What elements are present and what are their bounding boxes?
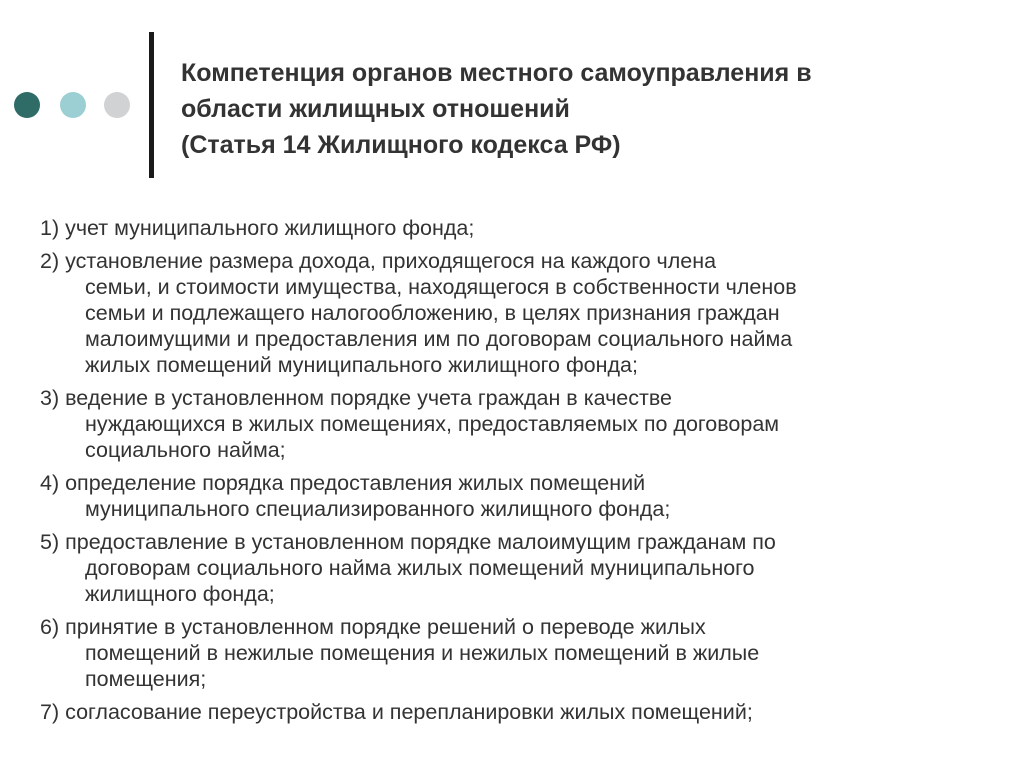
decorative-dots — [14, 92, 134, 120]
list-item — [40, 614, 1000, 692]
item-line: нуждающихся в жилых помещениях, предоставляемых по договорам — [85, 412, 780, 436]
list-item — [40, 699, 1000, 725]
item-line: жилищного фонда; — [85, 582, 275, 606]
list-item — [40, 529, 1000, 607]
list-item — [40, 470, 1000, 522]
item-line: жилых помещений муниципального жилищного фонда; — [85, 353, 638, 377]
dot-dark-teal — [14, 92, 40, 118]
item-line: 7) согласование переустройства и перепланировки жилых помещений; — [40, 700, 753, 724]
dot-light-teal — [60, 92, 86, 118]
title-divider-bar — [149, 32, 154, 178]
title-line: (Статья 14 Жилищного кодекса РФ) — [181, 131, 621, 159]
list-item — [40, 215, 1000, 241]
item-line: 5) предоставление в установленном порядке малоимущим гражданам по — [40, 530, 776, 554]
list-item — [40, 385, 1000, 463]
item-line: 6) принятие в установленном порядке решений о переводе жилых — [40, 615, 706, 639]
item-line: помещений в нежилые помещения и нежилых помещений в жилые — [85, 641, 760, 665]
competence-list — [40, 215, 1000, 732]
item-line: помещения; — [85, 667, 207, 691]
item-line: муниципального специализированного жилищного фонда; — [85, 497, 671, 521]
item-line: 1) учет муниципального жилищного фонда; — [40, 216, 475, 240]
list-item — [40, 248, 1000, 378]
dot-light-gray — [104, 92, 130, 118]
item-line: 2) установление размера дохода, приходящегося на каждого члена — [40, 249, 717, 273]
item-line: социального найма; — [85, 438, 286, 462]
item-line: малоимущими и предоставления им по договорам социального найма — [85, 327, 793, 351]
item-line: семьи, и стоимости имущества, находящегося в собственности членов — [85, 275, 797, 299]
item-line: семьи и подлежащего налогообложению, в целях признания граждан — [85, 301, 780, 325]
title-line: области жилищных отношений — [181, 95, 570, 123]
item-line: договорам социального найма жилых помещений муниципального — [85, 556, 755, 580]
title-line: Компетенция органов местного самоуправления в — [181, 59, 812, 87]
item-line: 4) определение порядка предоставления жилых помещений — [40, 471, 646, 495]
item-line: 3) ведение в установленном порядке учета граждан в качестве — [40, 386, 672, 410]
slide-title — [181, 55, 1001, 163]
